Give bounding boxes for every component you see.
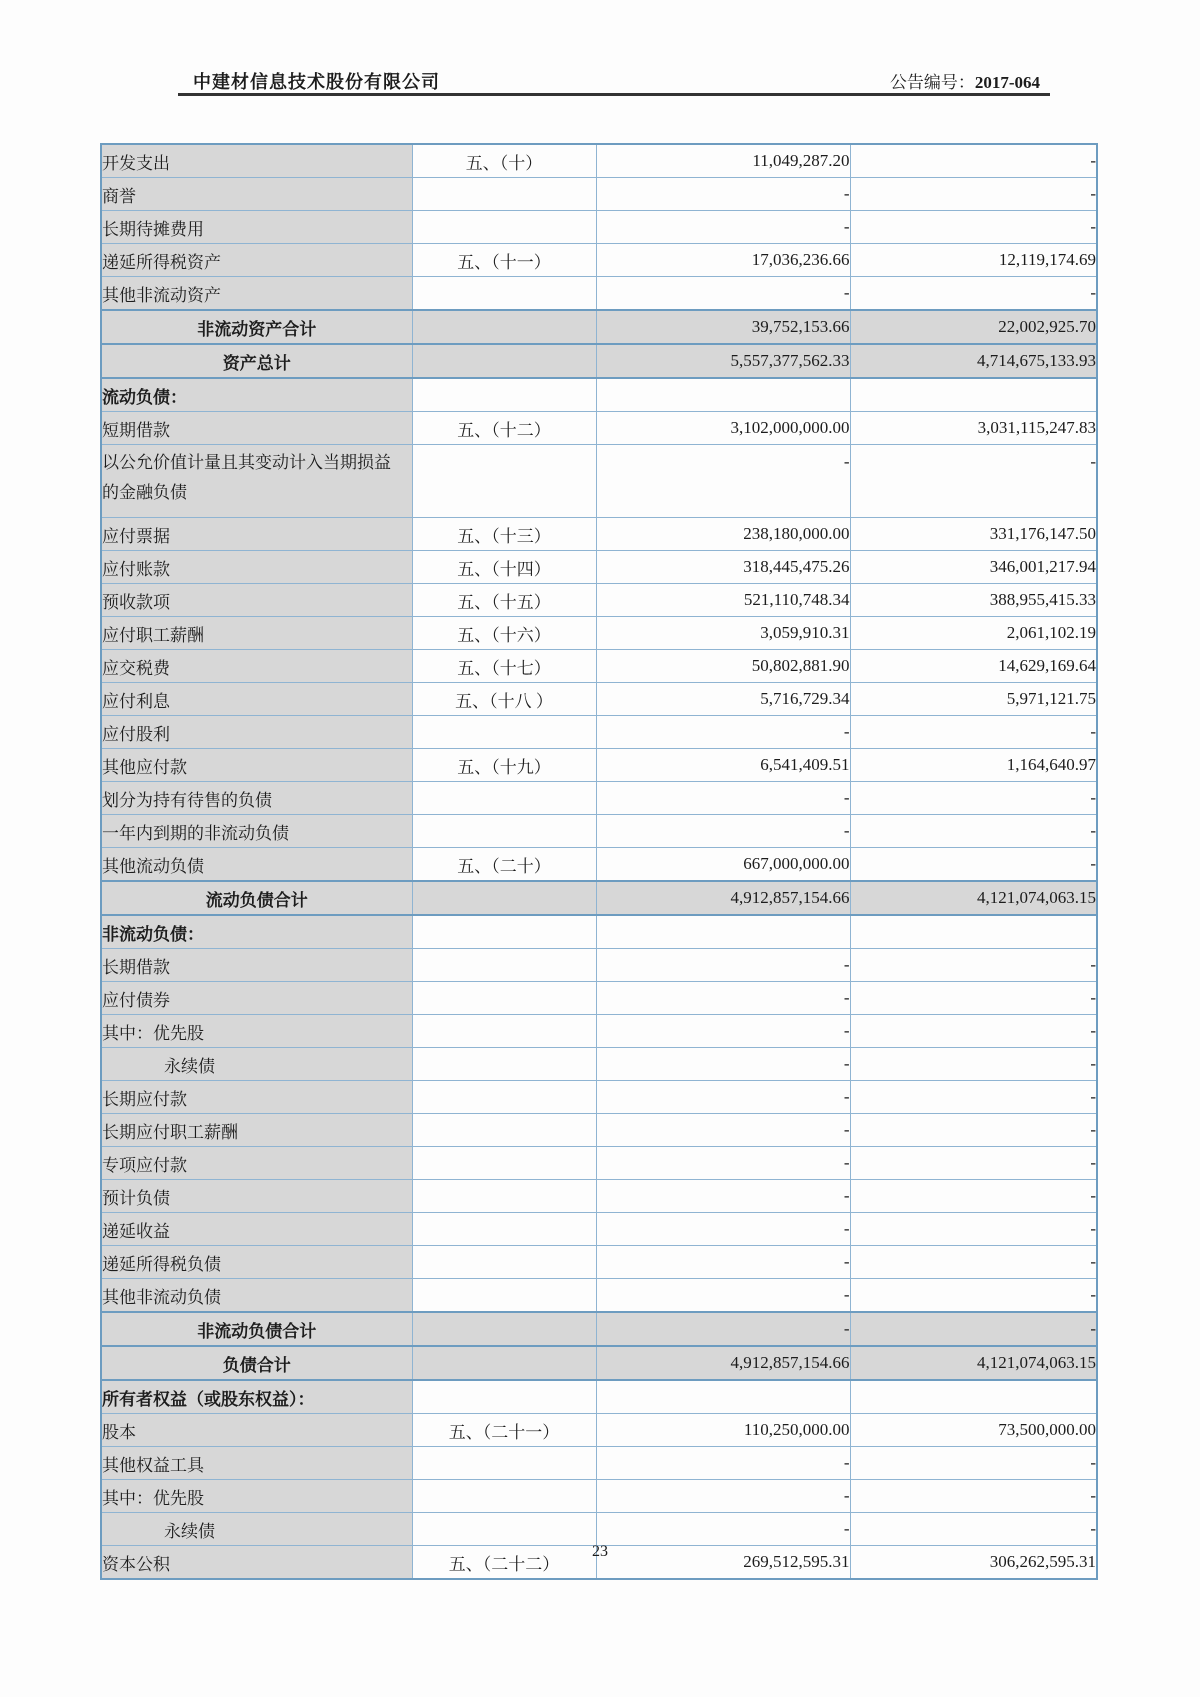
table-row (101, 412, 1097, 445)
current-period-value-cell: 3,059,910.31 (596, 617, 850, 650)
note-ref-cell (412, 1048, 596, 1081)
note-ref-cell (412, 1147, 596, 1180)
prior-period-value-cell (850, 915, 1097, 949)
table-row (101, 782, 1097, 815)
table-row (101, 1048, 1097, 1081)
note-ref-cell: 五、（十九） (412, 749, 596, 782)
current-period-value-cell: - (596, 1180, 850, 1213)
prior-period-value-cell (850, 378, 1097, 412)
note-ref-cell: 五、（十六） (412, 617, 596, 650)
prior-period-value-cell: 331,176,147.50 (850, 518, 1097, 551)
note-ref-cell (412, 310, 596, 344)
prior-period-value-cell: 1,164,640.97 (850, 749, 1097, 782)
note-ref-cell: 五、（二十一） (412, 1414, 596, 1447)
current-period-value-cell: - (596, 1447, 850, 1480)
prior-period-value-cell: - (850, 815, 1097, 848)
note-ref-cell: 五、（十） (412, 144, 596, 178)
prior-period-value-cell: 22,002,925.70 (850, 310, 1097, 344)
note-ref-cell (412, 1246, 596, 1279)
note-ref-cell: 五、（十一） (412, 244, 596, 277)
note-ref-cell (412, 1447, 596, 1480)
item-label-cell: 其他应付款 (101, 749, 412, 782)
note-ref-cell: 五、（十二） (412, 412, 596, 445)
prior-period-value-cell: - (850, 1081, 1097, 1114)
prior-period-value-cell: - (850, 211, 1097, 244)
table-row (101, 1480, 1097, 1513)
note-ref-cell (412, 1346, 596, 1380)
notice-label: 公告编号： (889, 73, 975, 92)
current-period-value-cell: - (596, 1147, 850, 1180)
current-period-value-cell: 39,752,153.66 (596, 310, 850, 344)
item-label-cell: 长期应付职工薪酬 (101, 1114, 412, 1147)
prior-period-value-cell: - (850, 277, 1097, 311)
prior-period-value-cell: 14,629,169.64 (850, 650, 1097, 683)
item-label-cell: 其他非流动资产 (101, 277, 412, 311)
current-period-value-cell: - (596, 949, 850, 982)
current-period-value-cell: 17,036,236.66 (596, 244, 850, 277)
item-label-cell: 其他权益工具 (101, 1447, 412, 1480)
table-row (101, 1414, 1097, 1447)
item-label-cell: 资产总计 (101, 344, 412, 378)
prior-period-value-cell: - (850, 445, 1097, 518)
prior-period-value-cell: 4,121,074,063.15 (850, 1346, 1097, 1380)
table-row (101, 881, 1097, 915)
item-label-cell: 永续债 (101, 1048, 412, 1081)
current-period-value-cell: 318,445,475.26 (596, 551, 850, 584)
current-period-value-cell: 238,180,000.00 (596, 518, 850, 551)
note-ref-cell (412, 1480, 596, 1513)
table-row (101, 1213, 1097, 1246)
item-label-cell: 流动负债合计 (101, 881, 412, 915)
company-name: 中建材信息技术股份有限公司 (193, 72, 440, 92)
prior-period-value-cell: - (850, 1513, 1097, 1546)
item-label-cell: 应付利息 (101, 683, 412, 716)
note-ref-cell (412, 1180, 596, 1213)
current-period-value-cell: 4,912,857,154.66 (596, 881, 850, 915)
item-label-cell: 流动负债： (101, 378, 412, 412)
note-ref-cell (412, 782, 596, 815)
current-period-value-cell: 5,557,377,562.33 (596, 344, 850, 378)
current-period-value-cell (596, 378, 850, 412)
item-label-cell: 长期待摊费用 (101, 211, 412, 244)
prior-period-value-cell: - (850, 1312, 1097, 1346)
prior-period-value-cell: - (850, 1147, 1097, 1180)
table-row (101, 650, 1097, 683)
current-period-value-cell: 269,512,595.31 (596, 1546, 850, 1580)
note-ref-cell: 五、（十七） (412, 650, 596, 683)
table-row (101, 144, 1097, 178)
current-period-value-cell: - (596, 1114, 850, 1147)
table-row (101, 1015, 1097, 1048)
item-label-cell: 永续债 (101, 1513, 412, 1546)
current-period-value-cell: - (596, 1015, 850, 1048)
note-ref-cell (412, 1015, 596, 1048)
item-label-cell: 开发支出 (101, 144, 412, 178)
item-label-cell: 专项应付款 (101, 1147, 412, 1180)
table-row (101, 1447, 1097, 1480)
table-row (101, 1180, 1097, 1213)
table-row (101, 551, 1097, 584)
prior-period-value-cell: - (850, 949, 1097, 982)
current-period-value-cell: 3,102,000,000.00 (596, 412, 850, 445)
prior-period-value-cell: - (850, 1279, 1097, 1313)
note-ref-cell (412, 1081, 596, 1114)
item-label-cell: 短期借款 (101, 412, 412, 445)
note-ref-cell (412, 1213, 596, 1246)
balance-sheet-table (100, 143, 1098, 1580)
table-row (101, 244, 1097, 277)
note-ref-cell: 五、（二十） (412, 848, 596, 882)
current-period-value-cell (596, 915, 850, 949)
table-row (101, 1147, 1097, 1180)
current-period-value-cell: - (596, 1048, 850, 1081)
item-label-cell: 其中：优先股 (101, 1015, 412, 1048)
table-row (101, 1346, 1097, 1380)
table-row (101, 848, 1097, 882)
table-row (101, 584, 1097, 617)
item-label-cell: 长期应付款 (101, 1081, 412, 1114)
item-label-cell: 股本 (101, 1414, 412, 1447)
prior-period-value-cell: - (850, 1015, 1097, 1048)
note-ref-cell (412, 445, 596, 518)
table-row (101, 749, 1097, 782)
table-row (101, 178, 1097, 211)
item-label-cell: 资本公积 (101, 1546, 412, 1580)
table-row (101, 310, 1097, 344)
note-ref-cell: 五、（十五） (412, 584, 596, 617)
item-label-cell: 递延所得税负债 (101, 1246, 412, 1279)
prior-period-value-cell: - (850, 1213, 1097, 1246)
balance-table-body (101, 144, 1097, 1579)
current-period-value-cell: - (596, 1513, 850, 1546)
note-ref-cell (412, 378, 596, 412)
current-period-value-cell: 521,110,748.34 (596, 584, 850, 617)
current-period-value-cell: - (596, 445, 850, 518)
current-period-value-cell (596, 1380, 850, 1414)
prior-period-value-cell: - (850, 1048, 1097, 1081)
page-number: 23 (592, 1543, 608, 1560)
header-divider (178, 93, 1050, 96)
prior-period-value-cell: - (850, 144, 1097, 178)
note-ref-cell (412, 1513, 596, 1546)
prior-period-value-cell: 73,500,000.00 (850, 1414, 1097, 1447)
note-ref-cell (412, 881, 596, 915)
table-row (101, 211, 1097, 244)
table-row (101, 1312, 1097, 1346)
table-row (101, 518, 1097, 551)
note-ref-cell (412, 277, 596, 311)
prior-period-value-cell: 2,061,102.19 (850, 617, 1097, 650)
table-row (101, 982, 1097, 1015)
current-period-value-cell: 4,912,857,154.66 (596, 1346, 850, 1380)
prior-period-value-cell: 12,119,174.69 (850, 244, 1097, 277)
item-label-cell: 其他非流动负债 (101, 1279, 412, 1313)
item-label-cell: 递延所得税资产 (101, 244, 412, 277)
current-period-value-cell: - (596, 277, 850, 311)
note-ref-cell (412, 344, 596, 378)
prior-period-value-cell: 3,031,115,247.83 (850, 412, 1097, 445)
current-period-value-cell: - (596, 178, 850, 211)
item-label-cell: 递延收益 (101, 1213, 412, 1246)
table-row (101, 815, 1097, 848)
table-row (101, 1246, 1097, 1279)
current-period-value-cell: - (596, 1213, 850, 1246)
current-period-value-cell: 667,000,000.00 (596, 848, 850, 882)
table-row (101, 1279, 1097, 1313)
prior-period-value-cell: 388,955,415.33 (850, 584, 1097, 617)
prior-period-value-cell: - (850, 848, 1097, 882)
current-period-value-cell: 5,716,729.34 (596, 683, 850, 716)
item-label-cell: 一年内到期的非流动负债 (101, 815, 412, 848)
current-period-value-cell: 110,250,000.00 (596, 1414, 850, 1447)
note-ref-cell (412, 982, 596, 1015)
item-label-cell: 应付债券 (101, 982, 412, 1015)
prior-period-value-cell: - (850, 1114, 1097, 1147)
table-row (101, 445, 1097, 518)
note-ref-cell: 五、（二十二） (412, 1546, 596, 1580)
current-period-value-cell: 11,049,287.20 (596, 144, 850, 178)
note-ref-cell (412, 1312, 596, 1346)
current-period-value-cell: 50,802,881.90 (596, 650, 850, 683)
item-label-cell: 其他流动负债 (101, 848, 412, 882)
table-row (101, 617, 1097, 650)
table-row (101, 378, 1097, 412)
table-row (101, 716, 1097, 749)
table-row (101, 1114, 1097, 1147)
prior-period-value-cell: - (850, 982, 1097, 1015)
prior-period-value-cell: - (850, 1180, 1097, 1213)
item-label-cell: 非流动负债： (101, 915, 412, 949)
current-period-value-cell: - (596, 1312, 850, 1346)
current-period-value-cell: - (596, 815, 850, 848)
current-period-value-cell: - (596, 716, 850, 749)
item-label-cell: 应付股利 (101, 716, 412, 749)
table-row (101, 949, 1097, 982)
prior-period-value-cell: 4,714,675,133.93 (850, 344, 1097, 378)
prior-period-value-cell: 306,262,595.31 (850, 1546, 1097, 1580)
prior-period-value-cell: - (850, 1480, 1097, 1513)
table-row (101, 1081, 1097, 1114)
item-label-cell: 应付职工薪酬 (101, 617, 412, 650)
item-label-cell: 应付账款 (101, 551, 412, 584)
table-row (101, 1513, 1097, 1546)
item-label-cell: 商誉 (101, 178, 412, 211)
item-label-cell: 预计负债 (101, 1180, 412, 1213)
item-label-cell: 其中：优先股 (101, 1480, 412, 1513)
prior-period-value-cell: - (850, 782, 1097, 815)
table-row (101, 1380, 1097, 1414)
prior-period-value-cell: - (850, 178, 1097, 211)
item-label-cell: 以公允价值计量且其变动计入当期损益的金融负债 (101, 445, 412, 518)
current-period-value-cell: - (596, 1246, 850, 1279)
prior-period-value-cell (850, 1380, 1097, 1414)
item-label-cell: 应付票据 (101, 518, 412, 551)
item-label-cell: 非流动负债合计 (101, 1312, 412, 1346)
note-ref-cell: 五、（十八 ） (412, 683, 596, 716)
note-ref-cell: 五、（十四） (412, 551, 596, 584)
table-row (101, 277, 1097, 311)
note-ref-cell (412, 716, 596, 749)
item-label-cell: 负债合计 (101, 1346, 412, 1380)
item-label-cell: 非流动资产合计 (101, 310, 412, 344)
note-ref-cell (412, 1279, 596, 1313)
notice-number-value: 2017-064 (974, 73, 1040, 92)
note-ref-cell (412, 815, 596, 848)
item-label-cell: 所有者权益（或股东权益）： (101, 1380, 412, 1414)
current-period-value-cell: - (596, 1081, 850, 1114)
note-ref-cell (412, 1380, 596, 1414)
note-ref-cell: 五、（十三） (412, 518, 596, 551)
table-row (101, 344, 1097, 378)
current-period-value-cell: - (596, 1480, 850, 1513)
item-label-cell: 划分为持有待售的负债 (101, 782, 412, 815)
item-label-cell: 长期借款 (101, 949, 412, 982)
table-row (101, 683, 1097, 716)
prior-period-value-cell: 5,971,121.75 (850, 683, 1097, 716)
prior-period-value-cell: - (850, 1447, 1097, 1480)
current-period-value-cell: - (596, 1279, 850, 1313)
prior-period-value-cell: 4,121,074,063.15 (850, 881, 1097, 915)
notice-number (890, 68, 1040, 93)
note-ref-cell (412, 1114, 596, 1147)
note-ref-cell (412, 178, 596, 211)
current-period-value-cell: - (596, 782, 850, 815)
note-ref-cell (412, 915, 596, 949)
item-label-cell: 应交税费 (101, 650, 412, 683)
note-ref-cell (412, 949, 596, 982)
item-label-cell: 预收款项 (101, 584, 412, 617)
current-period-value-cell: - (596, 982, 850, 1015)
note-ref-cell (412, 211, 596, 244)
prior-period-value-cell: - (850, 716, 1097, 749)
table-row (101, 915, 1097, 949)
current-period-value-cell: 6,541,409.51 (596, 749, 850, 782)
prior-period-value-cell: 346,001,217.94 (850, 551, 1097, 584)
current-period-value-cell: - (596, 211, 850, 244)
prior-period-value-cell: - (850, 1246, 1097, 1279)
